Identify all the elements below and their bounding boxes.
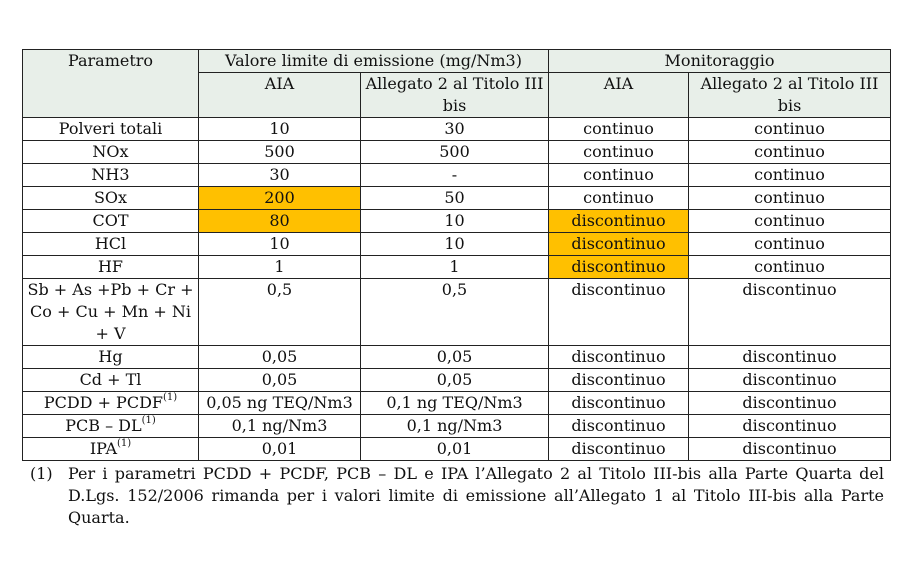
cell-limit-aia bbox=[199, 210, 361, 233]
cell-limit-aia bbox=[199, 164, 361, 187]
cell-monitor-allegato-text: continuo bbox=[754, 234, 825, 253]
cell-parametro bbox=[23, 279, 199, 346]
cell-limit-aia bbox=[199, 369, 361, 392]
cell-monitor-allegato-text: continuo bbox=[754, 211, 825, 230]
cell-monitor-aia bbox=[549, 346, 689, 369]
cell-monitor-aia bbox=[549, 164, 689, 187]
cell-monitor-aia-text: discontinuo bbox=[571, 393, 666, 412]
cell-limit-allegato-text: 0,01 bbox=[436, 439, 473, 458]
cell-limit-allegato-text: 0,1 ng TEQ/Nm3 bbox=[386, 393, 523, 412]
table-row bbox=[23, 256, 891, 279]
cell-parametro bbox=[23, 164, 199, 187]
cell-limit-aia-text: 0,1 ng/Nm3 bbox=[231, 416, 328, 435]
cell-parametro-text: NH3 bbox=[91, 165, 130, 184]
cell-parametro bbox=[23, 210, 199, 233]
cell-monitor-allegato bbox=[689, 415, 891, 438]
cell-monitor-allegato bbox=[689, 118, 891, 141]
cell-limit-aia-text: 10 bbox=[269, 234, 290, 253]
cell-monitor-allegato bbox=[689, 210, 891, 233]
cell-parametro bbox=[23, 118, 199, 141]
cell-monitor-allegato-text: continuo bbox=[754, 142, 825, 161]
cell-limit-allegato-text: 10 bbox=[444, 234, 465, 253]
footnote-ref: (1) bbox=[141, 414, 156, 426]
table-row bbox=[23, 187, 891, 210]
cell-parametro-text: IPA bbox=[89, 439, 117, 458]
cell-parametro bbox=[23, 415, 199, 438]
cell-monitor-aia bbox=[549, 141, 689, 164]
table-row bbox=[23, 438, 891, 461]
cell-limit-allegato-text: 500 bbox=[439, 142, 470, 161]
cell-limit-aia-text: 0,05 bbox=[261, 370, 298, 389]
cell-monitor-aia-text: discontinuo bbox=[571, 211, 666, 230]
cell-limit-allegato bbox=[361, 415, 549, 438]
cell-limit-allegato bbox=[361, 141, 549, 164]
cell-monitor-allegato-text: continuo bbox=[754, 119, 825, 138]
footnote bbox=[22, 463, 890, 529]
cell-monitor-aia bbox=[549, 187, 689, 210]
cell-limit-aia-text: 200 bbox=[264, 188, 295, 207]
cell-monitor-aia-text: continuo bbox=[583, 165, 654, 184]
cell-monitor-allegato-text: discontinuo bbox=[742, 280, 837, 299]
header-limit-allegato: Allegato 2 al Titolo III bis bbox=[361, 73, 549, 118]
cell-limit-aia-text: 30 bbox=[269, 165, 290, 184]
cell-parametro bbox=[23, 346, 199, 369]
table-row bbox=[23, 118, 891, 141]
cell-limit-aia bbox=[199, 279, 361, 346]
table-row bbox=[23, 164, 891, 187]
cell-monitor-aia bbox=[549, 210, 689, 233]
cell-monitor-allegato-text: continuo bbox=[754, 257, 825, 276]
table-row bbox=[23, 392, 891, 415]
header-row-1 bbox=[23, 50, 891, 73]
cell-parametro bbox=[23, 233, 199, 256]
cell-parametro-text: Sb + As +Pb + Cr + Co + Cu + Mn + Ni + V bbox=[27, 280, 194, 343]
cell-limit-allegato bbox=[361, 438, 549, 461]
cell-monitor-allegato-text: discontinuo bbox=[742, 370, 837, 389]
cell-monitor-aia-text: discontinuo bbox=[571, 347, 666, 366]
cell-limit-allegato bbox=[361, 210, 549, 233]
cell-parametro-text: PCB – DL bbox=[65, 416, 142, 435]
cell-limit-aia bbox=[199, 392, 361, 415]
cell-monitor-aia bbox=[549, 279, 689, 346]
cell-limit-allegato-text: 1 bbox=[449, 257, 460, 276]
cell-limit-allegato-text: 0,05 bbox=[436, 370, 473, 389]
cell-limit-aia bbox=[199, 118, 361, 141]
cell-limit-aia-text: 1 bbox=[274, 257, 285, 276]
header-monitor-aia: AIA bbox=[549, 73, 689, 118]
cell-limit-aia bbox=[199, 438, 361, 461]
cell-limit-allegato-text: - bbox=[451, 165, 458, 184]
cell-limit-allegato bbox=[361, 164, 549, 187]
cell-monitor-allegato bbox=[689, 164, 891, 187]
table-row bbox=[23, 346, 891, 369]
cell-limit-aia-text: 0,05 bbox=[261, 347, 298, 366]
table-row bbox=[23, 210, 891, 233]
cell-monitor-allegato-text: continuo bbox=[754, 165, 825, 184]
cell-monitor-aia-text: continuo bbox=[583, 119, 654, 138]
cell-limit-aia-text: 0,5 bbox=[266, 280, 293, 299]
cell-limit-aia bbox=[199, 346, 361, 369]
cell-monitor-aia bbox=[549, 118, 689, 141]
cell-monitor-aia bbox=[549, 233, 689, 256]
cell-monitor-allegato bbox=[689, 187, 891, 210]
footnote-marker: (1) bbox=[30, 464, 53, 483]
cell-parametro bbox=[23, 369, 199, 392]
cell-limit-allegato bbox=[361, 392, 549, 415]
cell-limit-allegato-text: 10 bbox=[444, 211, 465, 230]
cell-limit-aia-text: 500 bbox=[264, 142, 295, 161]
cell-parametro-text: HCl bbox=[94, 234, 127, 253]
cell-limit-aia bbox=[199, 233, 361, 256]
cell-monitor-allegato bbox=[689, 141, 891, 164]
cell-limit-allegato bbox=[361, 187, 549, 210]
cell-limit-aia bbox=[199, 141, 361, 164]
cell-monitor-allegato-text: discontinuo bbox=[742, 416, 837, 435]
cell-monitor-allegato bbox=[689, 233, 891, 256]
cell-limit-aia bbox=[199, 415, 361, 438]
cell-limit-allegato bbox=[361, 279, 549, 346]
cell-monitor-aia-text: discontinuo bbox=[571, 416, 666, 435]
cell-monitor-allegato bbox=[689, 346, 891, 369]
cell-monitor-aia bbox=[549, 415, 689, 438]
cell-monitor-aia-text: discontinuo bbox=[571, 257, 666, 276]
cell-limit-allegato bbox=[361, 369, 549, 392]
header-limit-group: Valore limite di emissione (mg/Nm3) bbox=[199, 50, 549, 73]
cell-limit-aia-text: 80 bbox=[269, 211, 290, 230]
cell-monitor-aia bbox=[549, 256, 689, 279]
table-row bbox=[23, 141, 891, 164]
cell-monitor-aia bbox=[549, 392, 689, 415]
cell-parametro-text: SOx bbox=[93, 188, 128, 207]
cell-limit-allegato-text: 30 bbox=[444, 119, 465, 138]
document-page bbox=[22, 49, 890, 529]
cell-limit-allegato bbox=[361, 233, 549, 256]
cell-monitor-aia-text: continuo bbox=[583, 142, 654, 161]
cell-monitor-allegato-text: continuo bbox=[754, 188, 825, 207]
cell-monitor-allegato bbox=[689, 438, 891, 461]
cell-parametro-text: HF bbox=[97, 257, 124, 276]
cell-monitor-aia-text: discontinuo bbox=[571, 370, 666, 389]
header-parametro: Parametro bbox=[23, 50, 199, 118]
header-monitor-group: Monitoraggio bbox=[549, 50, 891, 73]
header-monitor-allegato: Allegato 2 al Titolo III bis bbox=[689, 73, 891, 118]
cell-parametro bbox=[23, 141, 199, 164]
cell-limit-allegato bbox=[361, 118, 549, 141]
cell-monitor-allegato bbox=[689, 369, 891, 392]
cell-limit-aia bbox=[199, 187, 361, 210]
table-row bbox=[23, 279, 891, 346]
cell-monitor-aia bbox=[549, 369, 689, 392]
cell-monitor-allegato bbox=[689, 392, 891, 415]
emission-limits-table bbox=[22, 49, 891, 461]
cell-monitor-aia-text: discontinuo bbox=[571, 280, 666, 299]
cell-limit-aia-text: 10 bbox=[269, 119, 290, 138]
cell-monitor-aia-text: continuo bbox=[583, 188, 654, 207]
cell-parametro bbox=[23, 392, 199, 415]
cell-parametro-text: COT bbox=[92, 211, 129, 230]
cell-monitor-aia bbox=[549, 438, 689, 461]
table-body bbox=[23, 118, 891, 461]
cell-limit-allegato-text: 0,5 bbox=[441, 280, 468, 299]
cell-monitor-allegato-text: discontinuo bbox=[742, 347, 837, 366]
footnote-ref: (1) bbox=[117, 437, 132, 449]
cell-parametro bbox=[23, 438, 199, 461]
table-row bbox=[23, 369, 891, 392]
table-row bbox=[23, 415, 891, 438]
table-row bbox=[23, 233, 891, 256]
cell-monitor-allegato bbox=[689, 279, 891, 346]
cell-parametro-text: NOx bbox=[92, 142, 129, 161]
footnote-ref: (1) bbox=[163, 391, 178, 403]
cell-limit-allegato-text: 0,05 bbox=[436, 347, 473, 366]
cell-limit-aia-text: 0,05 ng TEQ/Nm3 bbox=[206, 393, 353, 412]
cell-limit-aia bbox=[199, 256, 361, 279]
cell-monitor-aia-text: discontinuo bbox=[571, 234, 666, 253]
cell-parametro-text: PCDD + PCDF bbox=[43, 393, 163, 412]
cell-limit-allegato-text: 0,1 ng/Nm3 bbox=[406, 416, 503, 435]
cell-limit-allegato-text: 50 bbox=[444, 188, 465, 207]
footnote-text: Per i parametri PCDD + PCDF, PCB – DL e IPA l’Allegato 2 al Titolo III-bis alla Parte Quarta del D.Lgs. 152/2006 rimanda per i valori limite di emissione all’Allegato 1 al Titolo III-bis alla Parte Quarta. bbox=[68, 464, 884, 527]
cell-parametro-text: Polveri totali bbox=[58, 119, 163, 138]
cell-parametro-text: Cd + Tl bbox=[79, 370, 142, 389]
cell-monitor-allegato-text: discontinuo bbox=[742, 393, 837, 412]
cell-parametro-text: Hg bbox=[98, 347, 123, 366]
cell-monitor-aia-text: discontinuo bbox=[571, 439, 666, 458]
cell-monitor-allegato bbox=[689, 256, 891, 279]
cell-limit-allegato bbox=[361, 346, 549, 369]
header-limit-aia: AIA bbox=[199, 73, 361, 118]
cell-parametro bbox=[23, 187, 199, 210]
cell-limit-allegato bbox=[361, 256, 549, 279]
cell-limit-aia-text: 0,01 bbox=[261, 439, 298, 458]
cell-monitor-allegato-text: discontinuo bbox=[742, 439, 837, 458]
cell-parametro bbox=[23, 256, 199, 279]
